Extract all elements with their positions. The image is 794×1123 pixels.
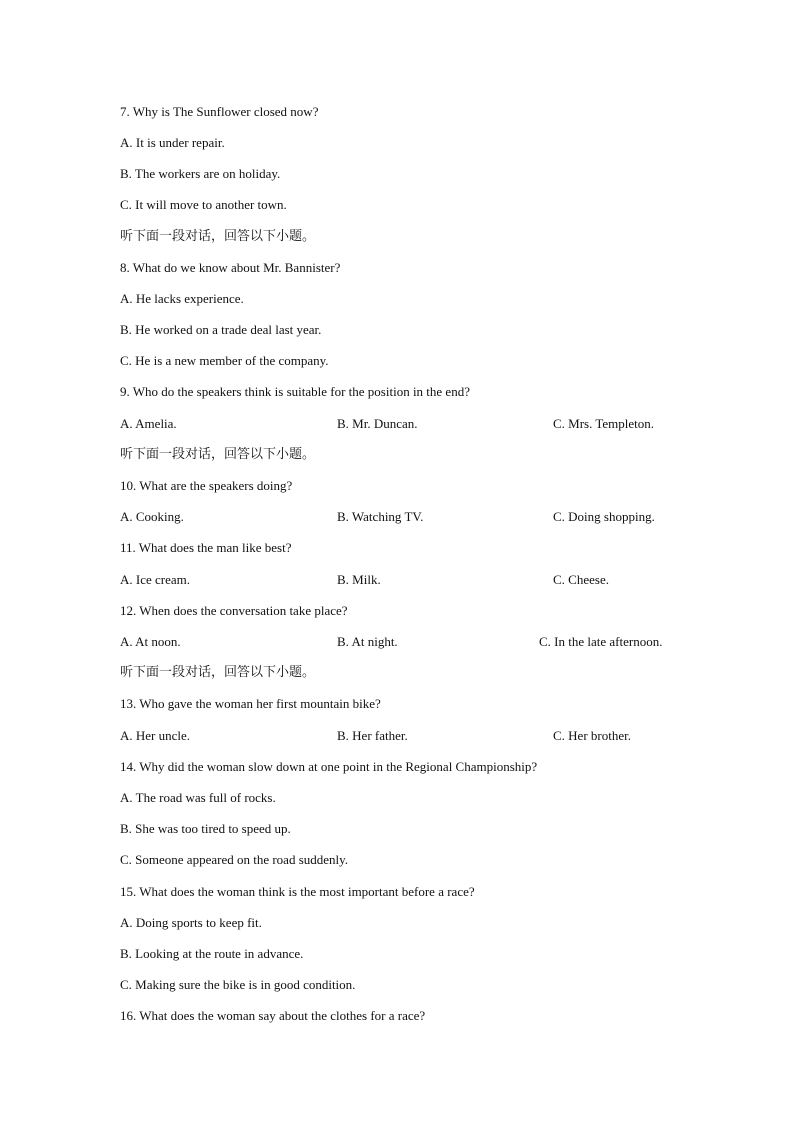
question-7-option-b: B. The workers are on holiday. [120, 166, 281, 181]
question-10-option-c: C. Doing shopping. [553, 509, 655, 524]
question-8-option-b: B. He worked on a trade deal last year. [120, 322, 322, 337]
question-14-option-a: A. The road was full of rocks. [120, 790, 276, 805]
section-direction: 听下面一段对话，回答以下小题。 [120, 229, 316, 244]
question-14-option-b: B. She was too tired to speed up. [120, 821, 291, 836]
question-15: 15. What does the woman think is the most important before a race? [120, 884, 475, 899]
question-7-option-a: A. It is under repair. [120, 135, 225, 150]
question-10-option-b: B. Watching TV. [337, 509, 424, 524]
question-11-option-c: C. Cheese. [553, 572, 609, 587]
question-11-option-b: B. Milk. [337, 572, 381, 587]
question-8-option-c: C. He is a new member of the company. [120, 353, 329, 368]
question-13-option-a: A. Her uncle. [120, 728, 191, 743]
question-15-option-c: C. Making sure the bike is in good condition. [120, 977, 356, 992]
question-13-option-b: B. Her father. [337, 728, 408, 743]
question-9-option-c: C. Mrs. Templeton. [553, 416, 655, 431]
question-10-option-a: A. Cooking. [120, 509, 184, 524]
question-8-option-a: A. He lacks experience. [120, 291, 244, 306]
question-9: 9. Who do the speakers think is suitable for the position in the end? [120, 384, 470, 399]
question-14: 14. Why did the woman slow down at one point in the Regional Championship? [120, 759, 538, 774]
question-12-option-a: A. At noon. [120, 634, 181, 649]
question-10: 10. What are the speakers doing? [120, 478, 293, 493]
question-13-option-c: C. Her brother. [553, 728, 631, 743]
question-13: 13. Who gave the woman her first mountain bike? [120, 696, 381, 711]
question-7: 7. Why is The Sunflower closed now? [120, 104, 319, 119]
question-14-option-c: C. Someone appeared on the road suddenly. [120, 852, 349, 867]
question-9-option-a: A. Amelia. [120, 416, 177, 431]
question-12: 12. When does the conversation take place? [120, 603, 348, 618]
question-11-option-a: A. Ice cream. [120, 572, 191, 587]
question-9-option-b: B. Mr. Duncan. [337, 416, 418, 431]
question-16: 16. What does the woman say about the clothes for a race? [120, 1008, 426, 1023]
question-8: 8. What do we know about Mr. Bannister? [120, 260, 341, 275]
question-7-option-c: C. It will move to another town. [120, 197, 287, 212]
question-12-option-c: C. In the late afternoon. [539, 634, 663, 649]
question-15-option-a: A. Doing sports to keep fit. [120, 915, 262, 930]
question-11: 11. What does the man like best? [120, 540, 292, 555]
question-15-option-b: B. Looking at the route in advance. [120, 946, 304, 961]
question-12-option-b: B. At night. [337, 634, 398, 649]
section-direction: 听下面一段对话，回答以下小题。 [120, 665, 316, 680]
section-direction: 听下面一段对话，回答以下小题。 [120, 447, 316, 462]
